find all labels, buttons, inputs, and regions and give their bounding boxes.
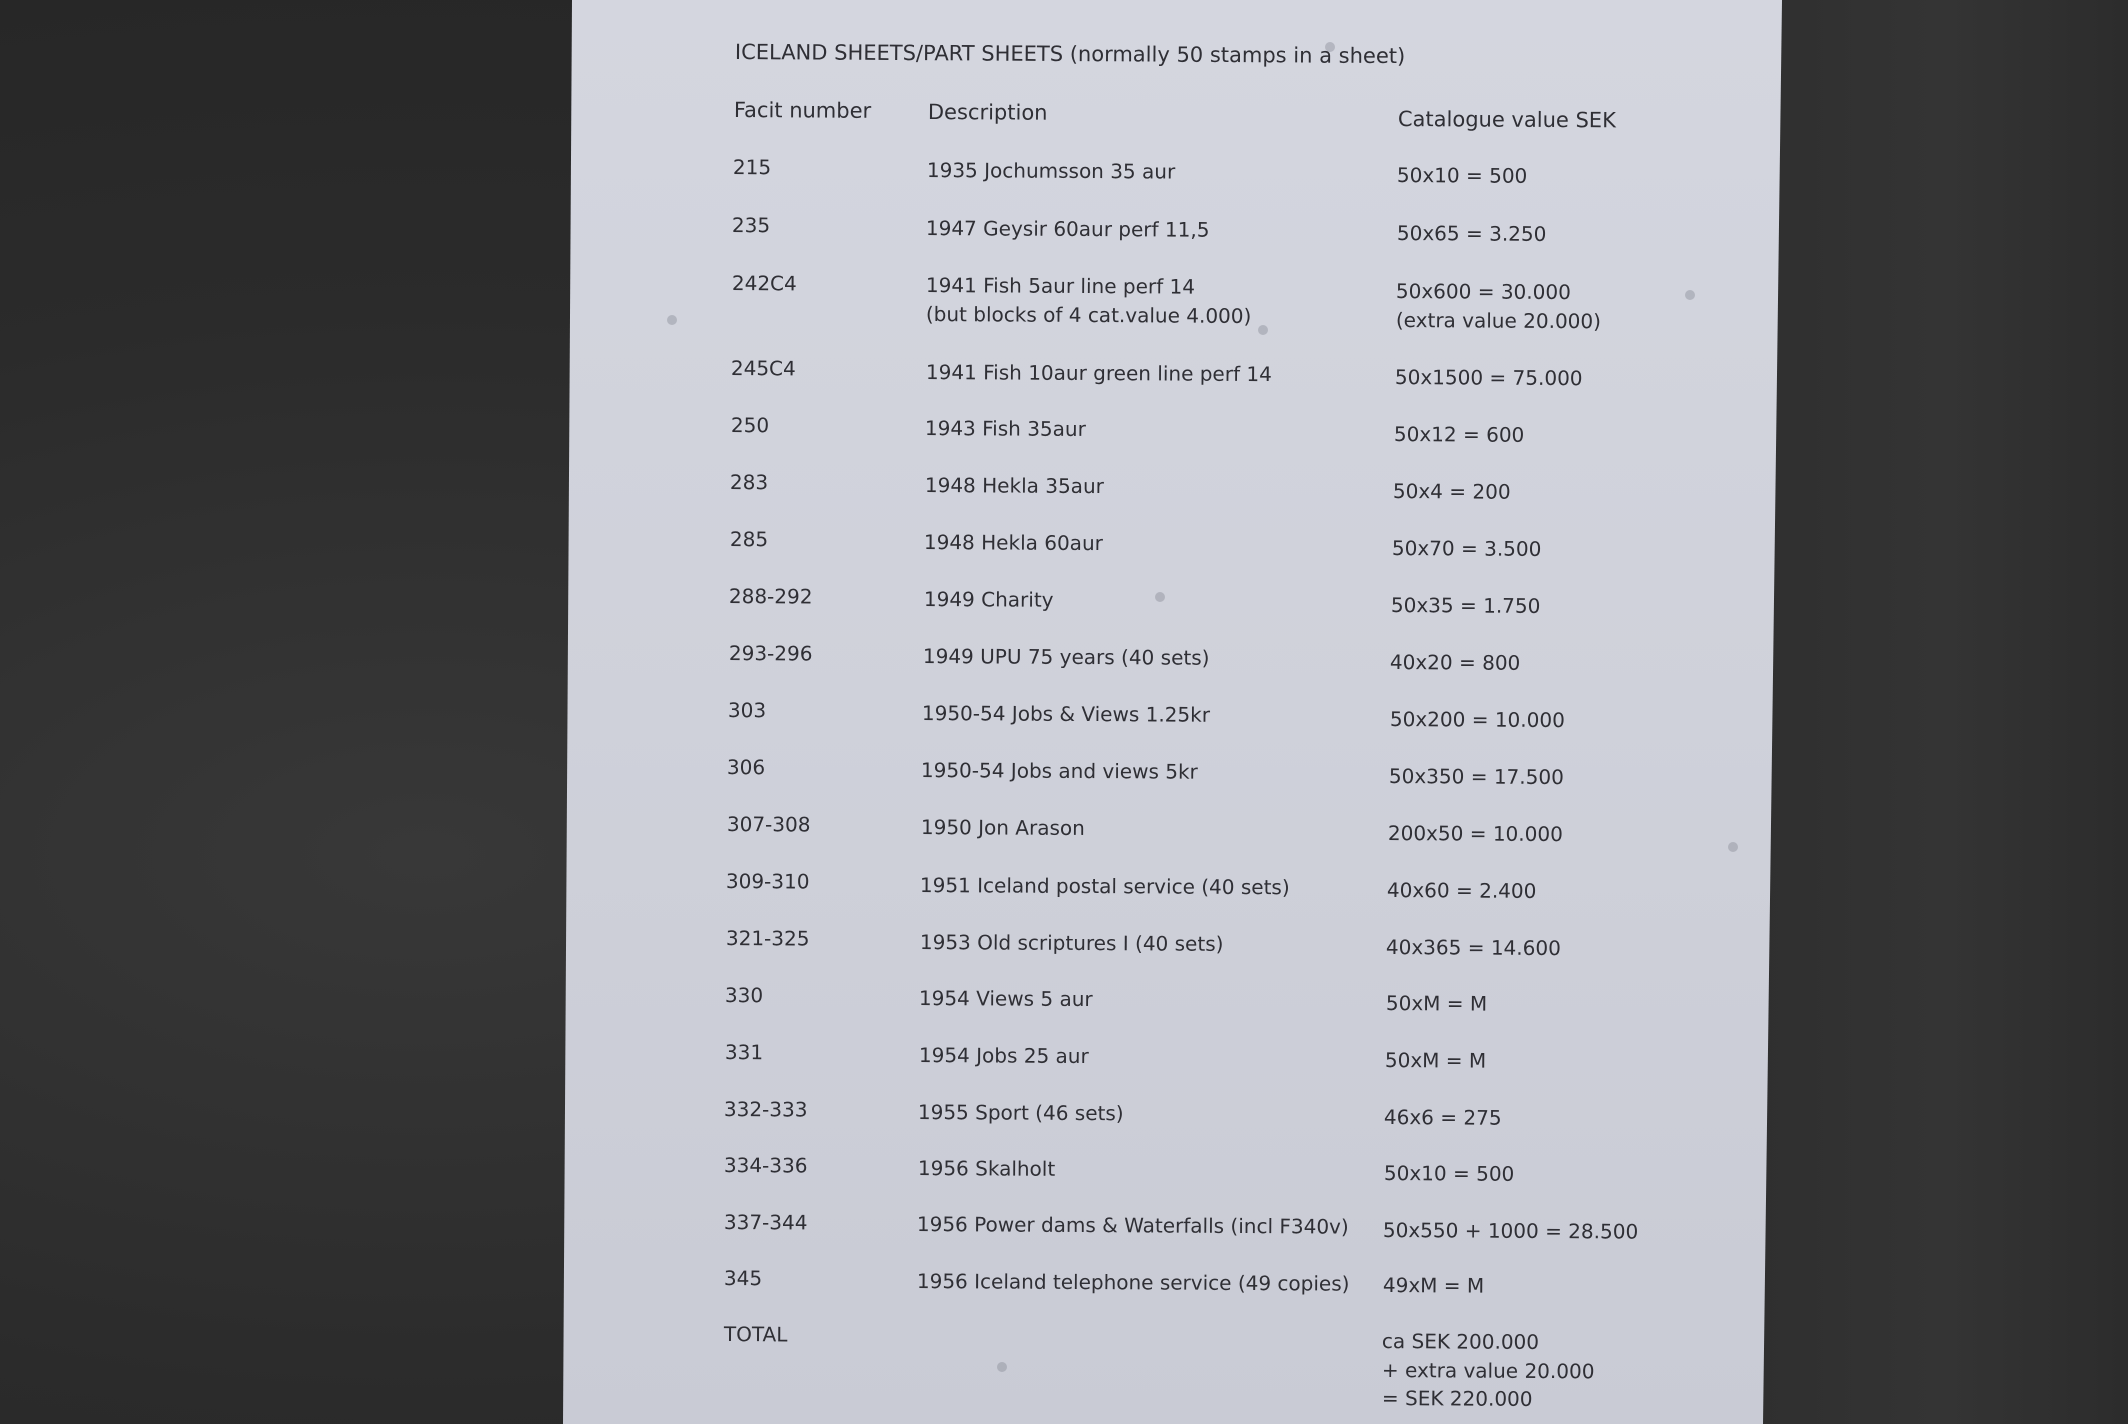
header-catalogue-value: Catalogue value SEK — [1397, 107, 1616, 133]
catalogue-value: 50x200 = 10.000 — [1389, 707, 1565, 733]
description: 1956 Skalholt — [917, 1156, 1056, 1181]
facit-number: 245C4 — [730, 356, 796, 381]
catalogue-value: 46x6 = 275 — [1383, 1105, 1502, 1130]
facit-number: 330 — [724, 983, 764, 1008]
description: 1956 Power dams & Waterfalls (incl F340v) — [916, 1212, 1349, 1239]
catalogue-value: 50x12 = 600 — [1393, 422, 1525, 447]
catalogue-value: 50x1500 = 75.000 — [1394, 365, 1583, 391]
description: 1941 Fish 5aur line perf 14 — [925, 273, 1196, 299]
description: 1955 Sport (46 sets) — [917, 1100, 1124, 1126]
facit-number: 288-292 — [728, 584, 813, 609]
catalogue-value: 50x550 + 1000 = 28.500 — [1382, 1218, 1639, 1244]
catalogue-value: 50xM = M — [1385, 991, 1488, 1016]
catalogue-value: 50x10 = 500 — [1396, 163, 1528, 188]
description-note: (but blocks of 4 cat.value 4.000) — [925, 302, 1252, 328]
total-line-3: = SEK 220.000 — [1381, 1386, 1533, 1411]
description: 1941 Fish 10aur green line perf 14 — [925, 360, 1272, 387]
facit-number: 307-308 — [726, 812, 811, 837]
catalogue-value: 50x4 = 200 — [1392, 479, 1511, 504]
speck — [1728, 842, 1738, 852]
speck — [667, 315, 677, 325]
facit-number: 334-336 — [723, 1153, 808, 1178]
facit-number: 293-296 — [728, 641, 813, 666]
facit-number: 215 — [732, 155, 772, 180]
catalogue-value: 40x365 = 14.600 — [1385, 935, 1561, 961]
header-facit-number: Facit number — [733, 98, 872, 123]
catalogue-value: 50x35 = 1.750 — [1390, 593, 1541, 618]
catalogue-value: 40x20 = 800 — [1389, 650, 1521, 675]
facit-number: 309-310 — [725, 869, 810, 894]
description: 1935 Jochumsson 35 aur — [926, 158, 1176, 184]
description: 1947 Geysir 60aur perf 11,5 — [925, 216, 1210, 242]
total-line-1: ca SEK 200.000 — [1381, 1329, 1540, 1354]
facit-number: 250 — [730, 413, 770, 438]
catalogue-value: 50xM = M — [1384, 1048, 1487, 1073]
catalogue-value: 50x70 = 3.500 — [1391, 536, 1542, 561]
description: 1949 Charity — [923, 587, 1054, 612]
facit-number: 235 — [731, 213, 771, 238]
speck — [1685, 290, 1695, 300]
facit-number: 306 — [726, 755, 766, 780]
catalogue-value: 50x10 = 500 — [1383, 1161, 1515, 1186]
catalogue-value: 49xM = M — [1382, 1273, 1485, 1298]
speck — [1155, 592, 1165, 602]
facit-number: 321-325 — [725, 926, 810, 951]
speck — [997, 1362, 1007, 1372]
catalogue-value: 50x350 = 17.500 — [1388, 764, 1564, 790]
facit-number: 331 — [724, 1040, 764, 1065]
sheet-title: ICELAND SHEETS/PART SHEETS (normally 50 stamps in a sheet) — [734, 40, 1406, 69]
description: 1951 Iceland postal service (40 sets) — [919, 873, 1290, 900]
catalogue-value: 40x60 = 2.400 — [1386, 878, 1537, 903]
facit-number: 332-333 — [723, 1097, 808, 1122]
description: 1954 Jobs 25 aur — [918, 1043, 1089, 1069]
facit-number: 337-344 — [723, 1210, 808, 1235]
description: 1950 Jon Arason — [920, 815, 1085, 841]
header-description: Description — [927, 100, 1048, 125]
speck — [1258, 325, 1268, 335]
description: 1950-54 Jobs and views 5kr — [920, 758, 1198, 784]
description: 1954 Views 5 aur — [918, 986, 1093, 1012]
catalogue-value: 200x50 = 10.000 — [1387, 821, 1563, 847]
description: 1953 Old scriptures I (40 sets) — [919, 930, 1224, 956]
facit-number: 285 — [729, 527, 769, 552]
catalogue-value: 50x65 = 3.250 — [1396, 221, 1547, 246]
total-label: TOTAL — [723, 1322, 788, 1347]
dark-backdrop-right — [1760, 0, 2128, 1424]
description: 1950-54 Jobs & Views 1.25kr — [921, 701, 1211, 727]
description: 1948 Hekla 60aur — [923, 530, 1103, 556]
catalogue-value-note: (extra value 20.000) — [1395, 308, 1602, 334]
facit-number: 345 — [723, 1266, 763, 1291]
description: 1956 Iceland telephone service (49 copies) — [916, 1269, 1350, 1296]
facit-number: 242C4 — [731, 271, 797, 296]
catalogue-value: 50x600 = 30.000 — [1395, 279, 1571, 305]
description: 1949 UPU 75 years (40 sets) — [922, 644, 1210, 670]
facit-number: 283 — [729, 470, 769, 495]
description: 1948 Hekla 35aur — [924, 473, 1104, 499]
total-line-2: + extra value 20.000 — [1381, 1358, 1595, 1384]
facit-number: 303 — [727, 698, 767, 723]
description: 1943 Fish 35aur — [924, 416, 1086, 441]
